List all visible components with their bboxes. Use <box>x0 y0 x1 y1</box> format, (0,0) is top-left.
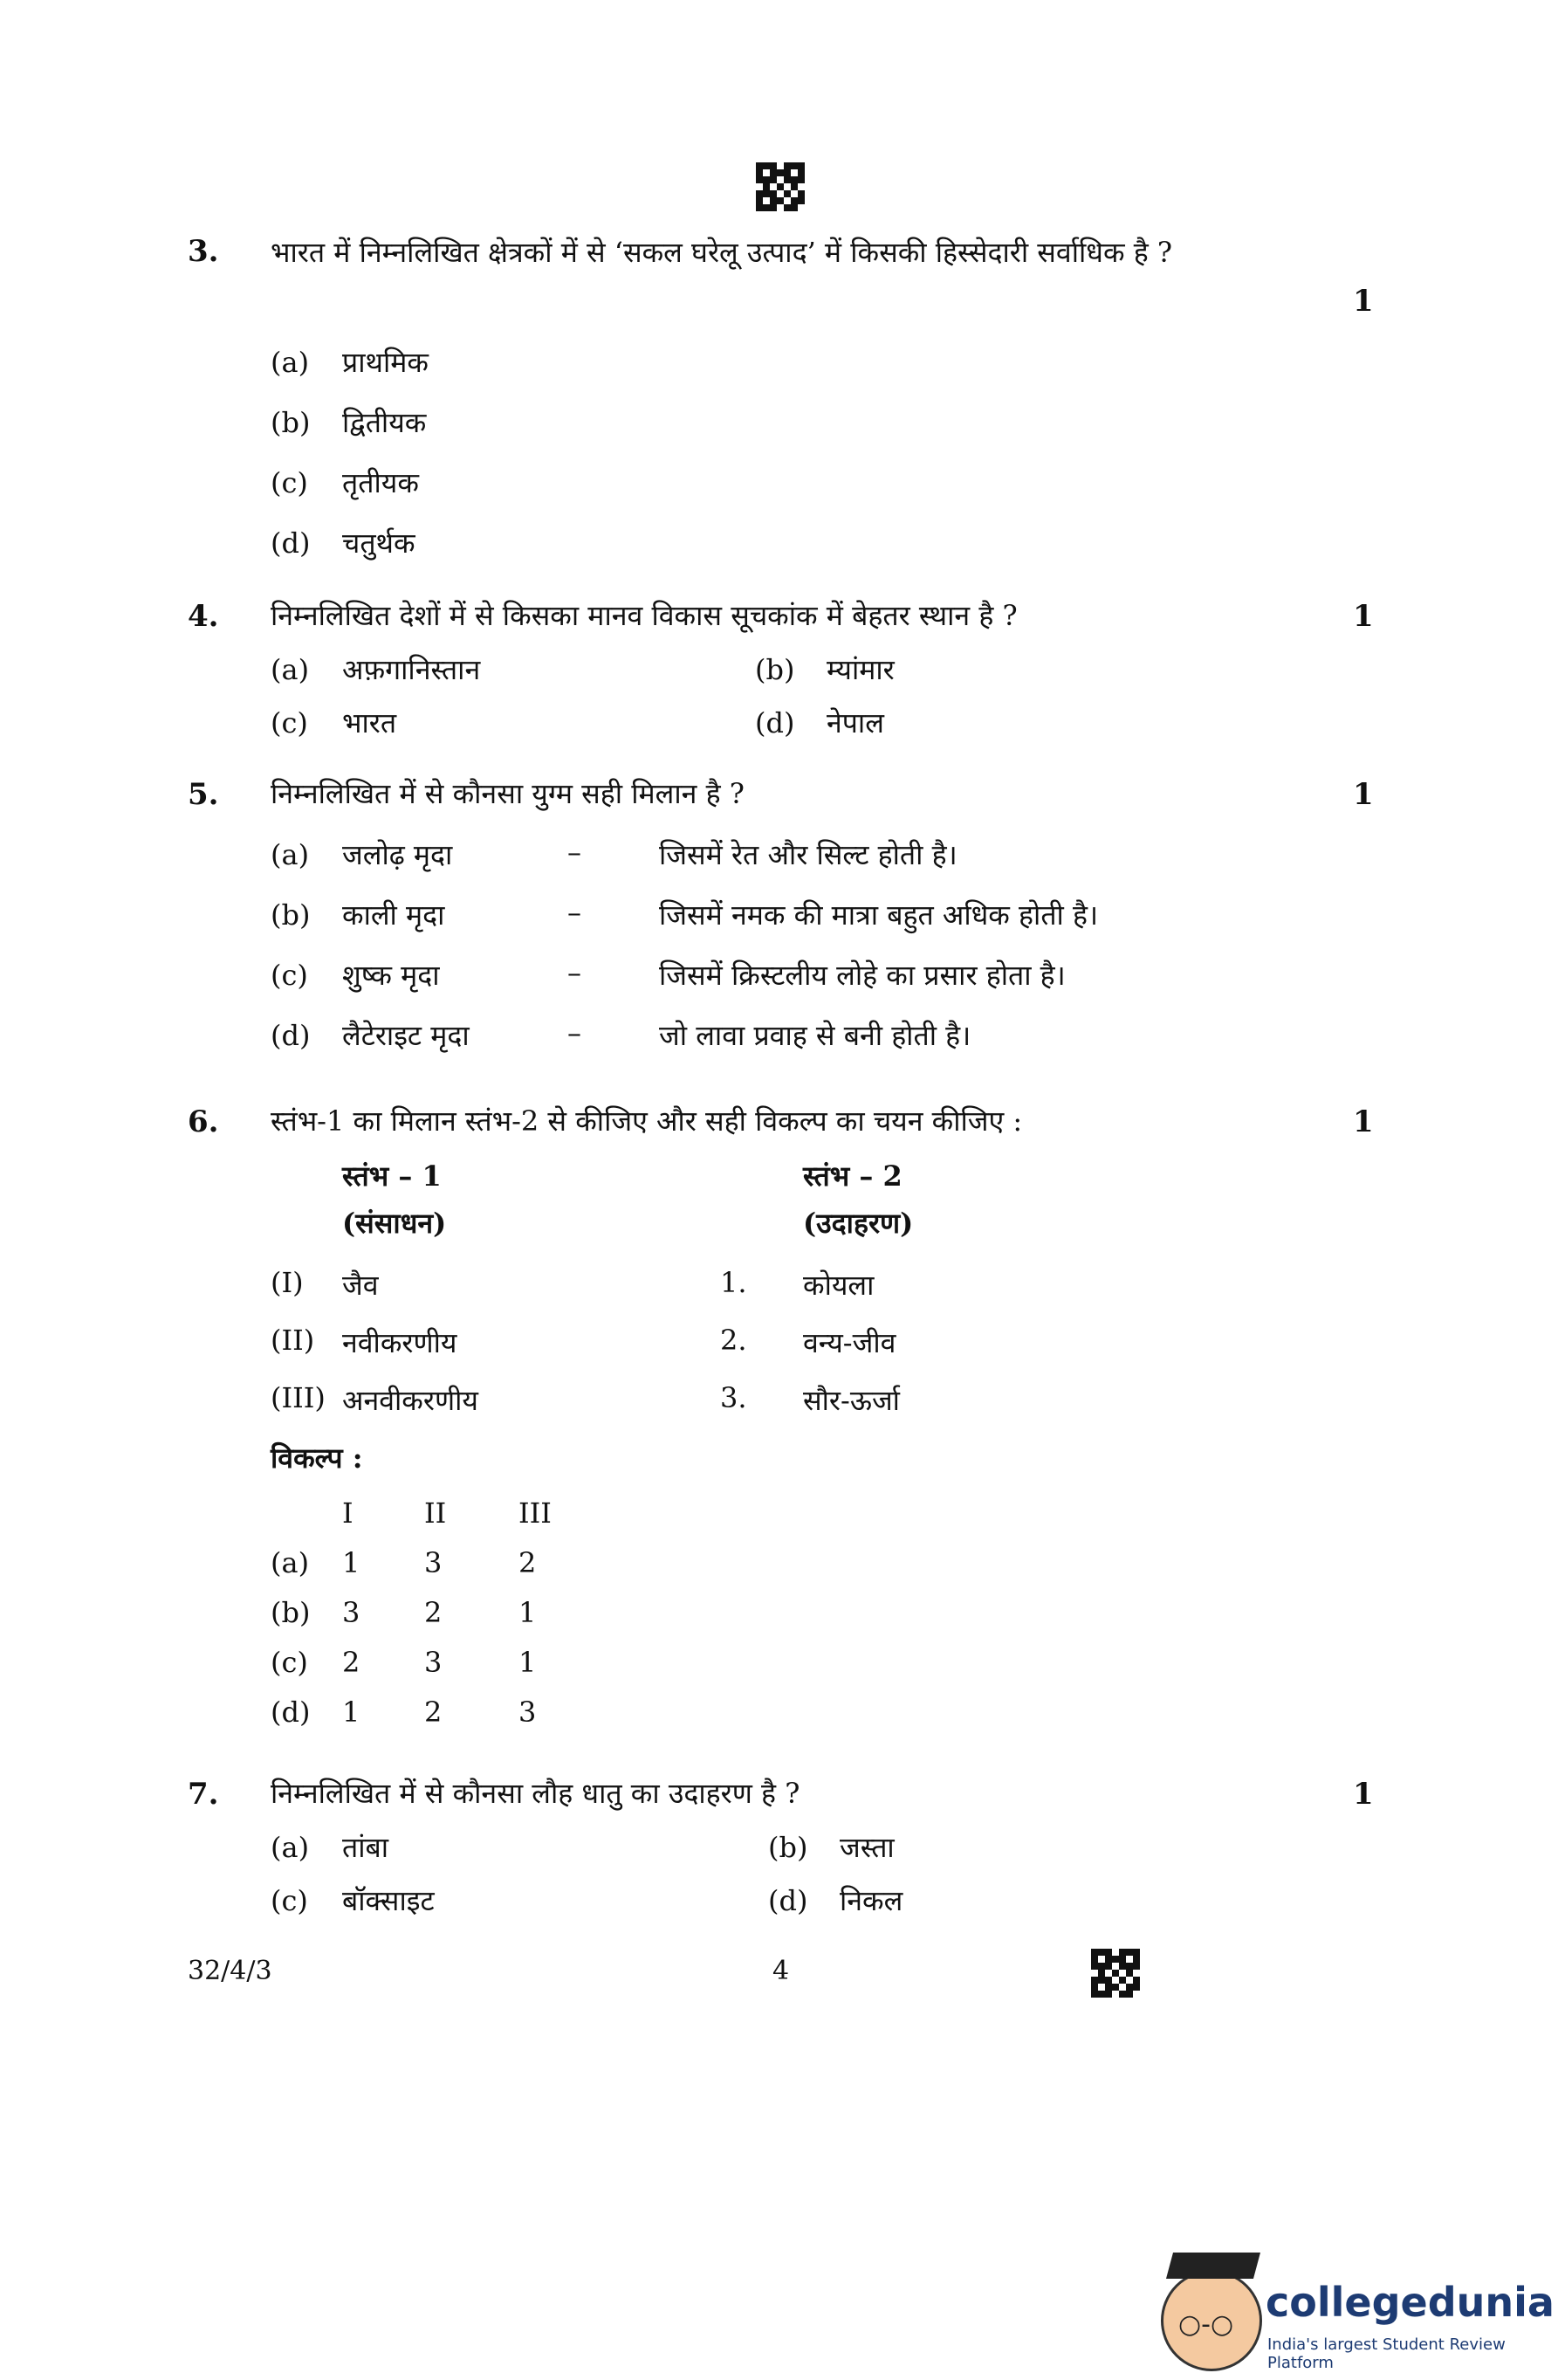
option-a[interactable] <box>271 650 480 688</box>
question-number: 6. <box>188 1104 219 1139</box>
option-label: (a) <box>271 346 310 379</box>
column-2-label: 1. <box>720 1266 747 1299</box>
option-text: म्यांमार <box>827 653 895 686</box>
option-c[interactable] <box>271 704 396 741</box>
choices-header-3: III <box>518 1496 552 1530</box>
glasses-icon: ○-○ <box>1178 2309 1234 2340</box>
choice-a-label[interactable]: (a) <box>271 1546 310 1579</box>
option-text: चतुर्थक <box>342 526 415 560</box>
choice-value: 3 <box>424 1646 443 1679</box>
option-text: तांबा <box>342 1831 389 1864</box>
option-text: प्राथमिक <box>342 346 429 379</box>
option-a[interactable] <box>271 1828 388 1866</box>
column-2-item: कोयला <box>803 1269 875 1302</box>
option-text: नेपाल <box>827 706 884 739</box>
brand-name: collegedunia <box>1266 2279 1555 2326</box>
column-2-item: वन्य-जीव <box>803 1326 896 1359</box>
choice-b-label[interactable]: (b) <box>271 1596 311 1629</box>
option-c[interactable] <box>271 464 419 501</box>
choice-value: 1 <box>342 1696 360 1729</box>
option-text: भारत <box>342 706 397 739</box>
option-label: (c) <box>271 959 308 992</box>
option-label: (c) <box>271 466 308 499</box>
brand-logo <box>1161 2253 1554 2375</box>
question-text: निम्नलिखित में से कौनसा युग्म सही मिलान है ? <box>271 777 745 810</box>
option-left-text: लैटेराइट मृदा <box>342 1019 470 1052</box>
choice-d-label[interactable]: (d) <box>271 1696 311 1729</box>
option-d[interactable] <box>755 704 884 741</box>
choice-value: 3 <box>342 1596 360 1629</box>
page-number: 4 <box>772 1956 790 1986</box>
option-right-text: जो लावा प्रवाह से बनी होती है। <box>659 1019 971 1052</box>
option-a[interactable] <box>271 836 452 873</box>
choice-value: 2 <box>424 1696 443 1729</box>
choice-value: 1 <box>342 1546 360 1579</box>
option-text: अफ़गानिस्तान <box>342 653 481 686</box>
dash-separator: – <box>567 896 581 929</box>
column-2-item: सौर-ऊर्जा <box>803 1384 900 1417</box>
question-marks: 1 <box>1353 284 1374 319</box>
option-b[interactable] <box>755 650 895 688</box>
option-c[interactable] <box>271 1881 435 1919</box>
dash-separator: – <box>567 1016 581 1049</box>
dash-separator: – <box>567 836 581 869</box>
question-text: भारत में निम्नलिखित क्षेत्रकों में से ‘सकल घरेलू उत्पाद’ में किसकी हिस्सेदारी सर्वाधिक है ? <box>271 236 1173 269</box>
question-number: 5. <box>188 777 219 812</box>
choices-header-1: I <box>342 1496 353 1530</box>
question-text: स्तंभ-1 का मिलान स्तंभ-2 से कीजिए और सही विकल्प का चयन कीजिए : <box>271 1104 1023 1138</box>
column-2-heading: स्तंभ – 2 <box>803 1159 903 1193</box>
question-number: 4. <box>188 599 219 634</box>
paper-code: 32/4/3 <box>188 1956 272 1986</box>
choice-value: 2 <box>342 1646 360 1679</box>
choice-value: 2 <box>424 1596 443 1629</box>
option-text: निकल <box>840 1884 903 1917</box>
option-label: (d) <box>271 1019 311 1052</box>
option-left-text: काली मृदा <box>342 898 445 932</box>
option-label: (a) <box>271 1831 310 1864</box>
brand-tagline: India's largest Student Review Platform <box>1267 2335 1506 2372</box>
choices-title: विकल्प : <box>271 1441 363 1475</box>
choice-value: 3 <box>518 1696 537 1729</box>
column-1-subheading: (संसाधन) <box>342 1207 447 1240</box>
option-d[interactable] <box>768 1881 903 1919</box>
graduation-cap-icon <box>1166 2253 1260 2279</box>
option-d[interactable] <box>271 524 415 561</box>
option-label: (c) <box>271 706 308 739</box>
option-left-text: शुष्क मृदा <box>342 959 440 992</box>
column-1-item: जैव <box>342 1269 379 1302</box>
qr-code-icon <box>1091 1949 1140 1998</box>
question-number: 3. <box>188 234 219 269</box>
option-label: (d) <box>271 526 311 560</box>
option-label: (c) <box>271 1884 308 1917</box>
option-text: तृतीयक <box>342 466 419 499</box>
option-label: (a) <box>271 653 310 686</box>
option-label: (d) <box>768 1884 808 1917</box>
choice-value: 2 <box>518 1546 537 1579</box>
option-a[interactable] <box>271 343 429 381</box>
column-1-heading: स्तंभ – 1 <box>342 1159 442 1193</box>
column-1-item: नवीकरणीय <box>342 1326 457 1359</box>
option-label: (d) <box>755 706 795 739</box>
question-text: निम्नलिखित में से कौनसा लौह धातु का उदाहरण है ? <box>271 1777 800 1810</box>
question-marks: 1 <box>1353 1104 1374 1139</box>
option-right-text: जिसमें रेत और सिल्ट होती है। <box>659 838 957 871</box>
option-label: (a) <box>271 838 310 871</box>
column-1-label: (III) <box>271 1381 326 1414</box>
column-1-item: अनवीकरणीय <box>342 1384 478 1417</box>
option-text: बॉक्साइट <box>342 1884 435 1917</box>
choices-header-2: II <box>424 1496 447 1530</box>
choice-value: 1 <box>518 1596 537 1629</box>
option-b[interactable] <box>768 1828 895 1866</box>
option-b[interactable] <box>271 403 426 441</box>
column-2-subheading: (उदाहरण) <box>803 1207 914 1240</box>
qr-code-icon <box>756 162 805 211</box>
option-text: द्वितीयक <box>342 406 427 439</box>
question-number: 7. <box>188 1777 219 1812</box>
option-label: (b) <box>768 1831 808 1864</box>
option-left-text: जलोढ़ मृदा <box>342 838 453 871</box>
option-c[interactable] <box>271 956 440 994</box>
column-1-label: (II) <box>271 1324 315 1357</box>
question-marks: 1 <box>1353 1777 1374 1812</box>
choice-value: 3 <box>424 1546 443 1579</box>
choice-value: 1 <box>518 1646 537 1679</box>
column-2-label: 2. <box>720 1324 747 1357</box>
dash-separator: – <box>567 956 581 989</box>
question-text: निम्नलिखित देशों में से किसका मानव विकास सूचकांक में बेहतर स्थान है ? <box>271 599 1018 632</box>
column-1-label: (I) <box>271 1266 304 1299</box>
question-marks: 1 <box>1353 777 1374 812</box>
option-right-text: जिसमें क्रिस्टलीय लोहे का प्रसार होता है। <box>659 959 1066 992</box>
option-label: (b) <box>755 653 795 686</box>
option-right-text: जिसमें नमक की मात्रा बहुत अधिक होती है। <box>659 898 1099 932</box>
column-2-label: 3. <box>720 1381 747 1414</box>
question-marks: 1 <box>1353 599 1374 634</box>
option-label: (b) <box>271 406 311 439</box>
option-d[interactable] <box>271 1016 470 1054</box>
option-b[interactable] <box>271 896 444 933</box>
option-label: (b) <box>271 898 311 932</box>
choice-c-label[interactable]: (c) <box>271 1646 308 1679</box>
option-text: जस्ता <box>840 1831 895 1864</box>
